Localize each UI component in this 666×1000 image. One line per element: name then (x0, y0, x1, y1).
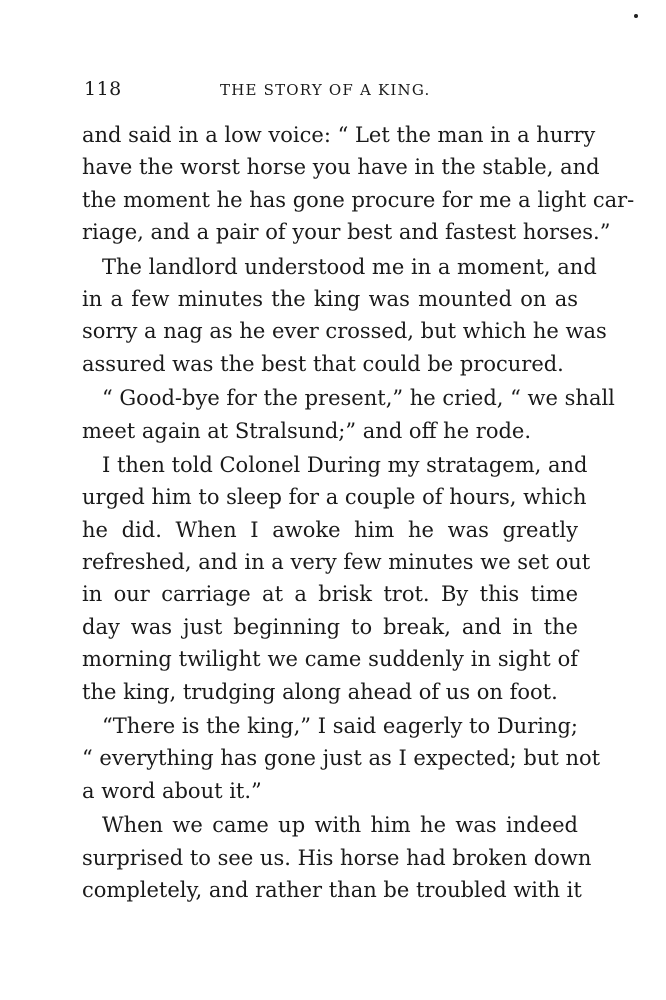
text-line: in a few minutes the king was mounted on as (82, 286, 578, 311)
text-line: in our carriage at a brisk trot. By this time (82, 582, 578, 607)
paragraph (82, 382, 615, 447)
text-line: have the worst horse you have in the stable, and (82, 155, 600, 180)
text-line: morning twilight we came suddenly in sight of (82, 647, 578, 672)
text-line: “There is the king,” I said eagerly to During; (102, 714, 578, 739)
text-line: surprised to see us. His horse had broken down (82, 845, 592, 870)
text-line: The landlord understood me in a moment, and (102, 254, 597, 279)
text-line: meet again at Stralsund;” and off he rode. (82, 418, 532, 443)
paragraph (82, 251, 607, 381)
text-line: the moment he has gone procure for me a light car- (82, 187, 635, 212)
text-line: “ Good-bye for the present,” he cried, “ we shall (102, 386, 615, 411)
text-line: the king, trudging along ahead of us on foot. (82, 679, 558, 704)
text-line: “ everything has gone just as I expected; but not (82, 746, 601, 771)
text-line: sorry a nag as he ever crossed, but which he was (82, 319, 607, 344)
page-number: 118 (84, 78, 122, 100)
paragraph (82, 809, 592, 906)
text-line: urged him to sleep for a couple of hours, which (82, 485, 587, 510)
text-line: day was just beginning to break, and in the (82, 614, 578, 639)
text-line: a word about it.” (82, 778, 262, 803)
page-header (84, 78, 584, 104)
running-head: THE STORY OF A KING. (220, 81, 431, 99)
ink-speck (634, 14, 638, 18)
body-text (82, 119, 635, 906)
paragraph (82, 710, 601, 807)
text-line: completely, and rather than be troubled with it (82, 877, 582, 902)
text-line: riage, and a pair of your best and fastest horses.” (82, 220, 611, 245)
text-line: assured was the best that could be procured. (82, 351, 564, 376)
paragraph (82, 119, 635, 249)
text-line: I then told Colonel During my stratagem, and (102, 452, 588, 477)
paragraph (82, 449, 591, 708)
text-line: and said in a low voice: “ Let the man in a hurry (82, 123, 596, 147)
text-line: he did. When I awoke him he was greatly (82, 517, 578, 542)
text-line: refreshed, and in a very few minutes we set out (82, 550, 591, 575)
text-line: When we came up with him he was indeed (102, 813, 578, 838)
